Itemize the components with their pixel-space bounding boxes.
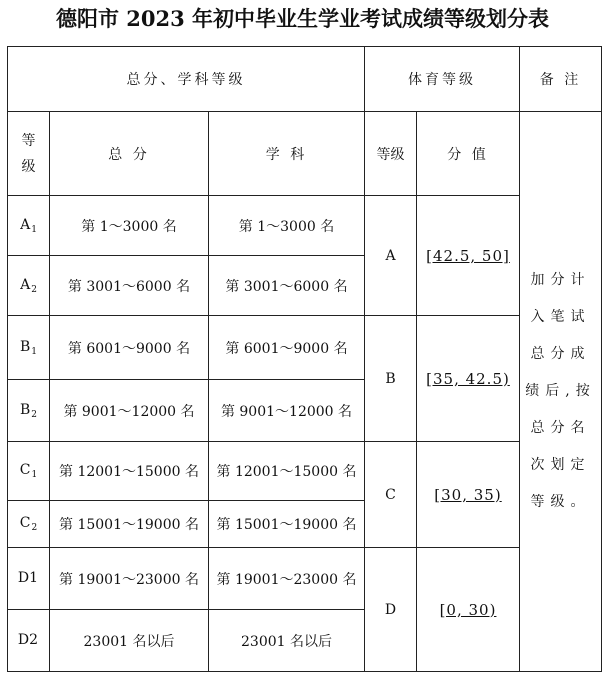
header-score-subject: 总分、学科等级: [8, 47, 365, 112]
total-rank-cell: 第 9001～12000 名: [50, 380, 209, 442]
level-cell: [8, 548, 50, 610]
pe-level-cell: D: [365, 548, 417, 672]
header-pe: 体育等级: [365, 47, 520, 112]
level-letter: C: [19, 462, 31, 478]
subheader-row: [8, 112, 602, 196]
pe-level-cell: B: [365, 316, 417, 442]
pe-range-cell: [417, 316, 520, 442]
pe-range: [0, 30): [439, 600, 497, 619]
subject-rank-cell: 第 1～3000 名: [209, 196, 365, 256]
note-line: 绩后,按: [525, 383, 596, 399]
level-letter: D1: [17, 569, 39, 586]
level-subscript: 2: [31, 284, 37, 295]
level-header-char1: 等: [21, 132, 36, 149]
level-cell: [8, 442, 50, 501]
page-title: 德阳市 2023 年初中毕业生学业考试成绩等级划分表: [55, 6, 550, 31]
total-rank-cell: 第 19001～23000 名: [50, 548, 209, 610]
note-line: 入笔试: [530, 309, 591, 325]
level-letter: A: [20, 276, 31, 293]
pe-range-cell: [417, 196, 520, 316]
level-letter: C: [19, 515, 31, 531]
note-line: 等级。: [530, 494, 591, 510]
level-cell: [8, 196, 50, 256]
total-rank-cell: 第 6001～9000 名: [50, 316, 209, 380]
subject-rank-cell: 23001 名以后: [209, 610, 365, 672]
header-note: 备 注: [520, 47, 602, 112]
level-letter: B: [19, 401, 31, 418]
grade-table: [7, 46, 602, 672]
total-rank-cell: 第 12001～15000 名: [50, 442, 209, 501]
pe-value-header: 分 值: [417, 112, 520, 196]
total-rank-cell: 第 15001～19000 名: [50, 501, 209, 548]
total-rank-cell: 第 1～3000 名: [50, 196, 209, 256]
subject-rank-cell: 第 6001～9000 名: [209, 316, 365, 380]
level-subscript: 1: [31, 470, 38, 480]
note-line: 总分成: [530, 346, 591, 362]
subject-rank-cell: 第 15001～19000 名: [209, 501, 365, 548]
total-rank-cell: 23001 名以后: [50, 610, 209, 672]
subject-header: 学 科: [209, 112, 365, 196]
note-cell: [520, 112, 602, 672]
level-cell: [8, 316, 50, 380]
level-letter: B: [19, 338, 31, 355]
level-cell: [8, 610, 50, 672]
pe-level-header: 等级: [365, 112, 417, 196]
table-row: [8, 548, 602, 610]
pe-range-cell: [417, 548, 520, 672]
header-row: [8, 47, 602, 112]
level-cell: [8, 380, 50, 442]
total-rank-cell: 第 3001～6000 名: [50, 256, 209, 316]
level-cell: [8, 256, 50, 316]
level-subscript: 2: [31, 523, 38, 533]
pe-range-cell: [417, 442, 520, 548]
pe-level-cell: A: [365, 196, 417, 316]
note-line: 总分名: [530, 420, 591, 436]
note-line: 加分计: [530, 272, 591, 288]
pe-range: [42.5, 50]: [426, 246, 510, 265]
level-subscript: 2: [31, 409, 38, 420]
level-subscript: 1: [31, 346, 38, 357]
level-header-char2: 级: [21, 158, 36, 175]
subject-rank-cell: 第 19001～23000 名: [209, 548, 365, 610]
pe-range: [30, 35): [434, 485, 502, 504]
level-letter: D2: [17, 631, 39, 648]
level-cell: [8, 501, 50, 548]
level-header: [8, 112, 50, 196]
pe-range: [35, 42.5): [426, 369, 510, 388]
pe-level-cell: C: [365, 442, 417, 548]
subject-rank-cell: 第 9001～12000 名: [209, 380, 365, 442]
table-row: [8, 442, 602, 501]
subject-rank-cell: 第 12001～15000 名: [209, 442, 365, 501]
total-header: 总 分: [50, 112, 209, 196]
level-subscript: 1: [31, 224, 37, 235]
table-row: [8, 316, 602, 380]
note-line: 次划定: [530, 457, 591, 473]
level-letter: A: [20, 216, 31, 233]
table-row: [8, 196, 602, 256]
subject-rank-cell: 第 3001～6000 名: [209, 256, 365, 316]
